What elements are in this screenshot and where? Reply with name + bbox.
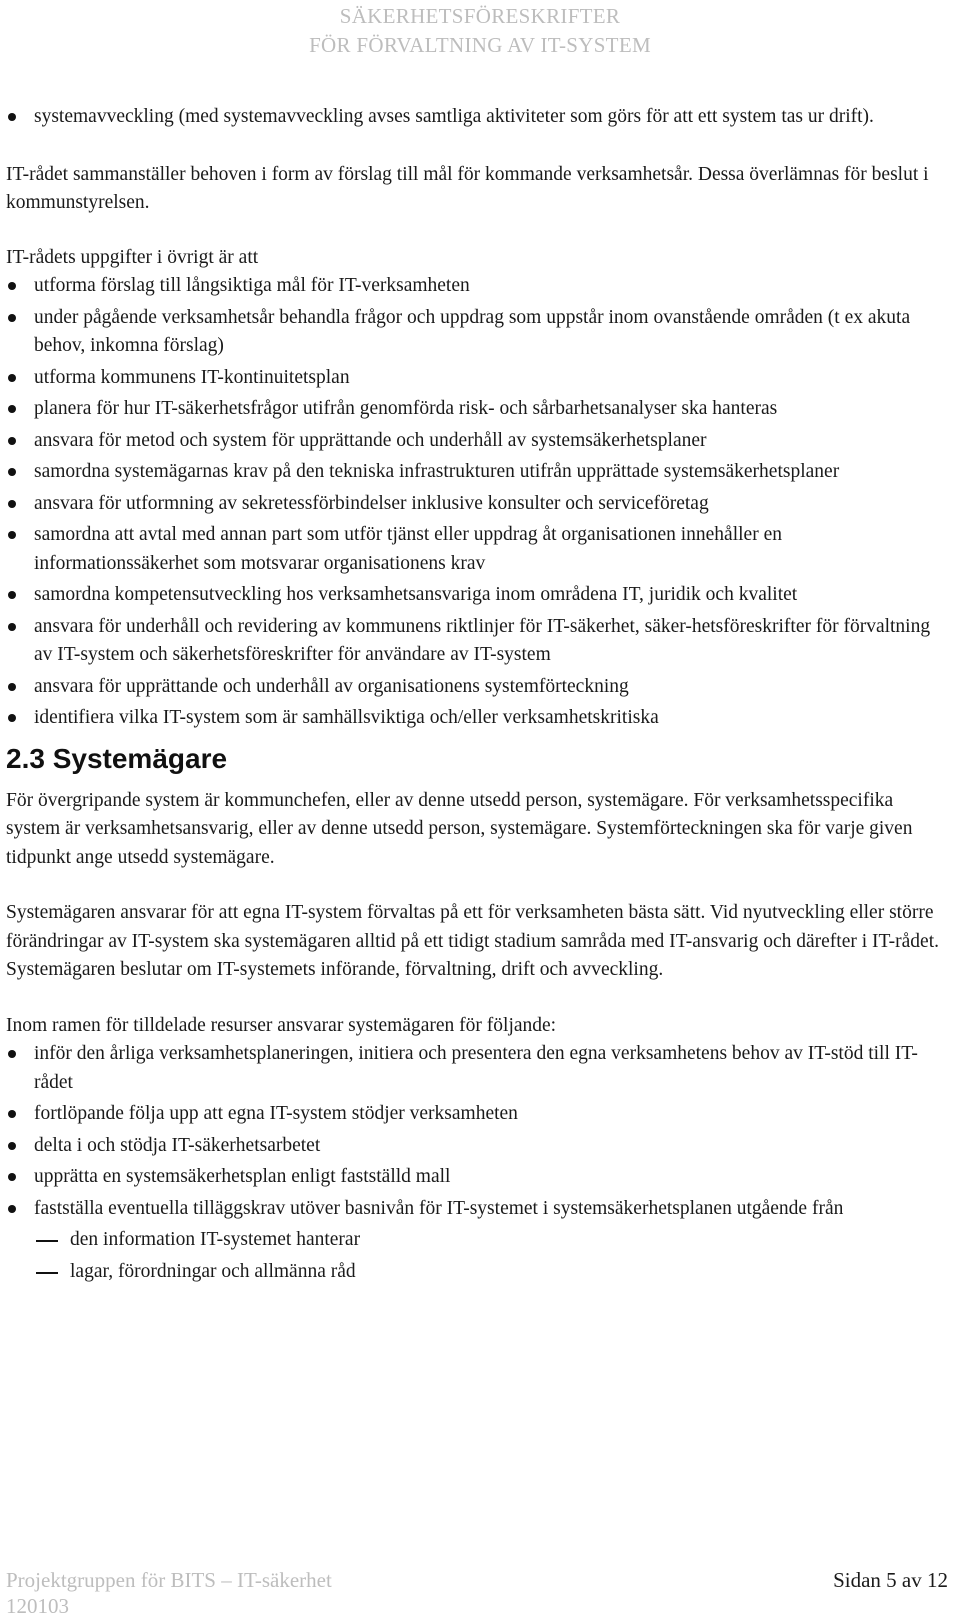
list-item: samordna systemägarnas krav på den tekniska infrastrukturen utifrån upprättade systemsäkerhetsplaner — [6, 458, 946, 487]
list-item: inför den årliga verksamhetsplaneringen, initiera och presentera den egna verksamhetens behov av IT-stöd till IT-rådet — [6, 1040, 946, 1097]
list-item: fastställa eventuella tilläggskrav utöver basnivån för IT-systemet i systemsäkerhetsplanen utgående från — [6, 1195, 946, 1224]
header-title-line1: SÄKERHETSFÖRESKRIFTER — [339, 4, 621, 28]
sub-dash-list — [6, 1226, 946, 1286]
sub-list-item: lagar, förordningar och allmänna råd — [6, 1258, 946, 1287]
list-item: upprätta en systemsäkerhetsplan enligt fastställd mall — [6, 1163, 946, 1192]
intro-bullet-list — [6, 103, 946, 132]
list-item: ansvara för utformning av sekretessförbindelser inklusive konsulter och serviceföretag — [6, 490, 946, 519]
responsibilities-bullet-list — [6, 1040, 946, 1223]
list-item: utforma förslag till långsiktiga mål för IT-verksamheten — [6, 272, 946, 301]
footer-project-group: Projektgruppen för BITS – IT-säkerhet — [6, 1568, 332, 1592]
footer-date: 120103 — [6, 1594, 69, 1618]
paragraph: IT-rådet sammanställer behoven i form av förslag till mål för kommande verksamhetsår. Dessa överlämnas för beslut i kommunstyrelsen. — [6, 163, 929, 213]
footer-page-number: Sidan 5 av 12 — [833, 1568, 948, 1592]
paragraph: Systemägaren ansvarar för att egna IT-system förvaltas på ett för verksamheten bästa sätt. Vid nyutveckling eller större förändringar av IT-system ska systemägaren alltid på ett tidigt stadium samråda med IT-ansvarig och därefter i IT-rådet. Systemägaren beslutar om IT-systemets införande, förvaltning, drift och avveckling. — [6, 902, 939, 980]
list-item: ansvara för metod och system för upprättande och underhåll av systemsäkerhetsplaner — [6, 427, 946, 456]
list-item: delta i och stödja IT-säkerhetsarbetet — [6, 1132, 946, 1161]
tasks-bullet-list — [6, 272, 946, 733]
list-item: systemavveckling (med systemavveckling avses samtliga aktiviteter som görs för att ett system tas ur drift). — [6, 103, 946, 132]
tasks-intro: IT-rådets uppgifter i övrigt är att — [6, 246, 259, 268]
list-item: planera för hur IT-säkerhetsfrågor utifrån genomförda risk- och sårbarhetsanalyser ska hanteras — [6, 395, 946, 424]
list-item: ansvara för underhåll och revidering av kommunens riktlinjer för IT-säkerhet, säker-hetsföreskrifter för förvaltning av IT-system och säkerhetsföreskrifter för användare av IT-system — [6, 613, 946, 670]
paragraph: För övergripande system är kommunchefen, eller av denne utsedd person, systemägare. För verksamhetsspecifika system är verksamhetsansvarig, eller av denne utsedd person, systemägare. Systemförteckningen ska för varje given tidpunkt ange utsedd systemägare. — [6, 789, 913, 868]
page-header — [0, 2, 960, 60]
section-heading: 2.3 Systemägare — [6, 742, 228, 774]
list-item: samordna kompetensutveckling hos verksamhetsansvariga inom områdena IT, juridik och kvalitet — [6, 581, 946, 610]
responsibilities-intro: Inom ramen för tilldelade resurser ansvarar systemägaren för följande: — [6, 1014, 557, 1036]
list-item: fortlöpande följa upp att egna IT-system stödjer verksamheten — [6, 1100, 946, 1129]
page-content — [6, 103, 946, 1289]
list-item: under pågående verksamhetsår behandla frågor och uppdrag som uppstår inom ovanstående områden (t ex akuta behov, inkomna förslag) — [6, 304, 946, 361]
list-item: identifiera vilka IT-system som är samhällsviktiga och/eller verksamhetskritiska — [6, 704, 946, 733]
list-item: utforma kommunens IT-kontinuitetsplan — [6, 364, 946, 393]
list-item: ansvara för upprättande och underhåll av organisationens systemförteckning — [6, 673, 946, 702]
header-title-line2: FÖR FÖRVALTNING AV IT-SYSTEM — [309, 33, 651, 57]
sub-list-item: den information IT-systemet hanterar — [6, 1226, 946, 1255]
list-item: samordna att avtal med annan part som utför tjänst eller uppdrag åt organisationen innehåller en informationssäkerhet som motsvarar organisationens krav — [6, 521, 946, 578]
